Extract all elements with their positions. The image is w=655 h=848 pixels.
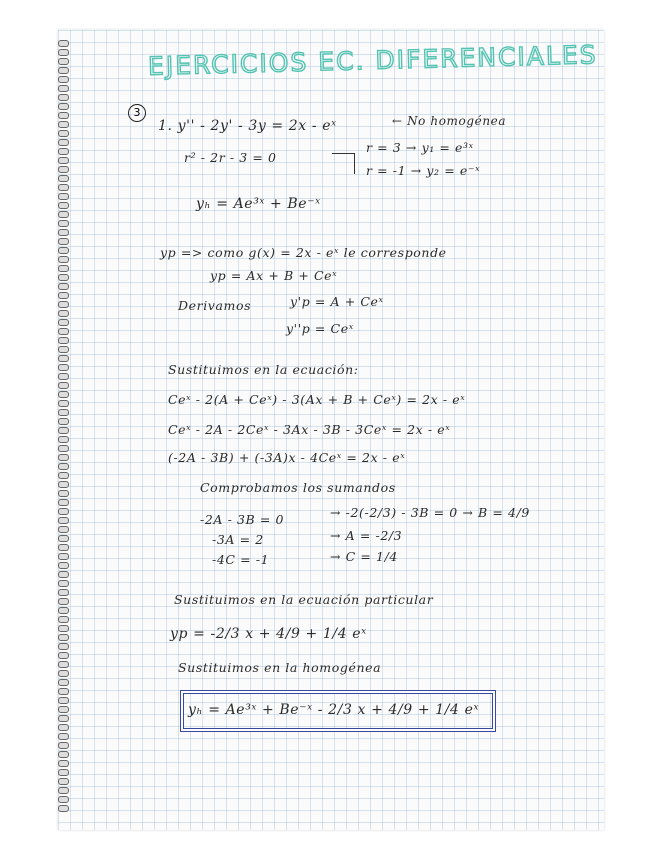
- particular-heading: Sustituimos en la ecuación particular: [174, 592, 434, 607]
- spiral-hole: [58, 184, 69, 191]
- particular-solution: yp = -2/3 x + 4/9 + 1/4 eˣ: [170, 626, 367, 642]
- spiral-hole: [58, 445, 69, 452]
- system-result-1: → -2(-2/3) - 3B = 0 → B = 4/9: [330, 505, 530, 520]
- spiral-hole: [58, 805, 69, 812]
- spiral-hole: [58, 616, 69, 623]
- equation-line: 1. y'' - 2y' - 3y = 2x - eˣ: [158, 118, 337, 134]
- spiral-hole: [58, 292, 69, 299]
- substitution-line-1: Ceˣ - 2(A + Ceˣ) - 3(Ax + B + Ceˣ) = 2x - eˣ: [168, 392, 466, 407]
- spiral-hole: [58, 580, 69, 587]
- spiral-hole: [58, 265, 69, 272]
- spiral-hole: [58, 607, 69, 614]
- spiral-hole: [58, 58, 69, 65]
- spiral-hole: [58, 670, 69, 677]
- spiral-hole: [58, 751, 69, 758]
- spiral-hole: [58, 688, 69, 695]
- spiral-hole: [58, 409, 69, 416]
- spiral-hole: [58, 112, 69, 119]
- spiral-hole: [58, 418, 69, 425]
- second-derivative: y''p = Ceˣ: [286, 321, 354, 336]
- spiral-hole: [58, 652, 69, 659]
- spiral-hole: [58, 562, 69, 569]
- system-line-2: -3A = 2: [212, 532, 264, 547]
- spiral-binding: [58, 40, 70, 820]
- spiral-hole: [58, 472, 69, 479]
- spiral-hole: [58, 355, 69, 362]
- root-line-2: r = -1 → y₂ = e⁻ˣ: [366, 163, 481, 178]
- spiral-hole: [58, 238, 69, 245]
- spiral-hole: [58, 373, 69, 380]
- bracket-mark: [332, 153, 355, 174]
- spiral-hole: [58, 760, 69, 767]
- spiral-hole: [58, 715, 69, 722]
- substitution-line-2: Ceˣ - 2A - 2Ceˣ - 3Ax - 3B - 3Ceˣ = 2x - eˣ: [168, 422, 451, 437]
- particular-intro: yp => como g(x) = 2x - eˣ le corresponde: [160, 245, 447, 260]
- exercise-number-badge: 3: [128, 104, 146, 122]
- spiral-hole: [58, 481, 69, 488]
- spiral-hole: [58, 796, 69, 803]
- system-result-2: → A = -2/3: [330, 528, 403, 543]
- spiral-hole: [58, 787, 69, 794]
- spiral-hole: [58, 391, 69, 398]
- spiral-hole: [58, 319, 69, 326]
- spiral-hole: [58, 400, 69, 407]
- homogeneous-solution: yₕ = Ae³ˣ + Be⁻ˣ: [196, 196, 321, 212]
- spiral-hole: [58, 742, 69, 749]
- spiral-hole: [58, 310, 69, 317]
- spiral-hole: [58, 139, 69, 146]
- system-result-3: → C = 1/4: [330, 549, 398, 564]
- spiral-hole: [58, 337, 69, 344]
- spiral-hole: [58, 148, 69, 155]
- spiral-hole: [58, 436, 69, 443]
- system-line-3: -4C = -1: [212, 552, 270, 567]
- spiral-hole: [58, 733, 69, 740]
- spiral-hole: [58, 517, 69, 524]
- note-line: ← No homogénea: [392, 114, 507, 128]
- spiral-hole: [58, 301, 69, 308]
- spiral-hole: [58, 256, 69, 263]
- spiral-hole: [58, 247, 69, 254]
- spiral-hole: [58, 643, 69, 650]
- system-line-1: -2A - 3B = 0: [200, 512, 285, 527]
- spiral-hole: [58, 328, 69, 335]
- spiral-hole: [58, 697, 69, 704]
- spiral-hole: [58, 40, 69, 47]
- spiral-hole: [58, 526, 69, 533]
- spiral-hole: [58, 364, 69, 371]
- spiral-hole: [58, 535, 69, 542]
- general-solution: yₕ = Ae³ˣ + Be⁻ˣ - 2/3 x + 4/9 + 1/4 eˣ: [188, 702, 480, 718]
- spiral-hole: [58, 499, 69, 506]
- spiral-hole: [58, 490, 69, 497]
- spiral-hole: [58, 463, 69, 470]
- first-derivative: y'p = A + Ceˣ: [290, 294, 384, 309]
- spiral-hole: [58, 724, 69, 731]
- spiral-hole: [58, 193, 69, 200]
- spiral-hole: [58, 67, 69, 74]
- spiral-hole: [58, 346, 69, 353]
- spiral-hole: [58, 553, 69, 560]
- substitution-line-3: (-2A - 3B) + (-3A)x - 4Ceˣ = 2x - eˣ: [168, 450, 406, 465]
- spiral-hole: [58, 283, 69, 290]
- spiral-hole: [58, 211, 69, 218]
- spiral-hole: [58, 634, 69, 641]
- spiral-hole: [58, 571, 69, 578]
- spiral-hole: [58, 274, 69, 281]
- spiral-hole: [58, 220, 69, 227]
- spiral-hole: [58, 103, 69, 110]
- spiral-hole: [58, 427, 69, 434]
- comparison-heading: Comprobamos los sumandos: [200, 480, 396, 495]
- spiral-hole: [58, 679, 69, 686]
- spiral-hole: [58, 85, 69, 92]
- spiral-hole: [58, 589, 69, 596]
- spiral-hole: [58, 508, 69, 515]
- substitution-heading: Sustituimos en la ecuación:: [168, 362, 359, 377]
- page-title: EJERCICIOS EC. DIFERENCIALES: [147, 40, 598, 81]
- spiral-hole: [58, 130, 69, 137]
- spiral-hole: [58, 706, 69, 713]
- general-heading: Sustituimos en la homogénea: [178, 660, 382, 675]
- spiral-hole: [58, 229, 69, 236]
- spiral-hole: [58, 49, 69, 56]
- spiral-hole: [58, 544, 69, 551]
- spiral-hole: [58, 778, 69, 785]
- spiral-hole: [58, 121, 69, 128]
- derivative-label: Derivamos: [178, 298, 252, 313]
- spiral-hole: [58, 166, 69, 173]
- spiral-hole: [58, 76, 69, 83]
- root-line-1: r = 3 → y₁ = e³ˣ: [366, 140, 474, 155]
- spiral-hole: [58, 382, 69, 389]
- spiral-hole: [58, 94, 69, 101]
- spiral-hole: [58, 625, 69, 632]
- spiral-hole: [58, 175, 69, 182]
- spiral-hole: [58, 157, 69, 164]
- spiral-hole: [58, 202, 69, 209]
- spiral-hole: [58, 661, 69, 668]
- spiral-hole: [58, 454, 69, 461]
- spiral-hole: [58, 598, 69, 605]
- characteristic-equation: r² - 2r - 3 = 0: [184, 150, 277, 165]
- particular-form: yp = Ax + B + Ceˣ: [210, 268, 338, 283]
- spiral-hole: [58, 769, 69, 776]
